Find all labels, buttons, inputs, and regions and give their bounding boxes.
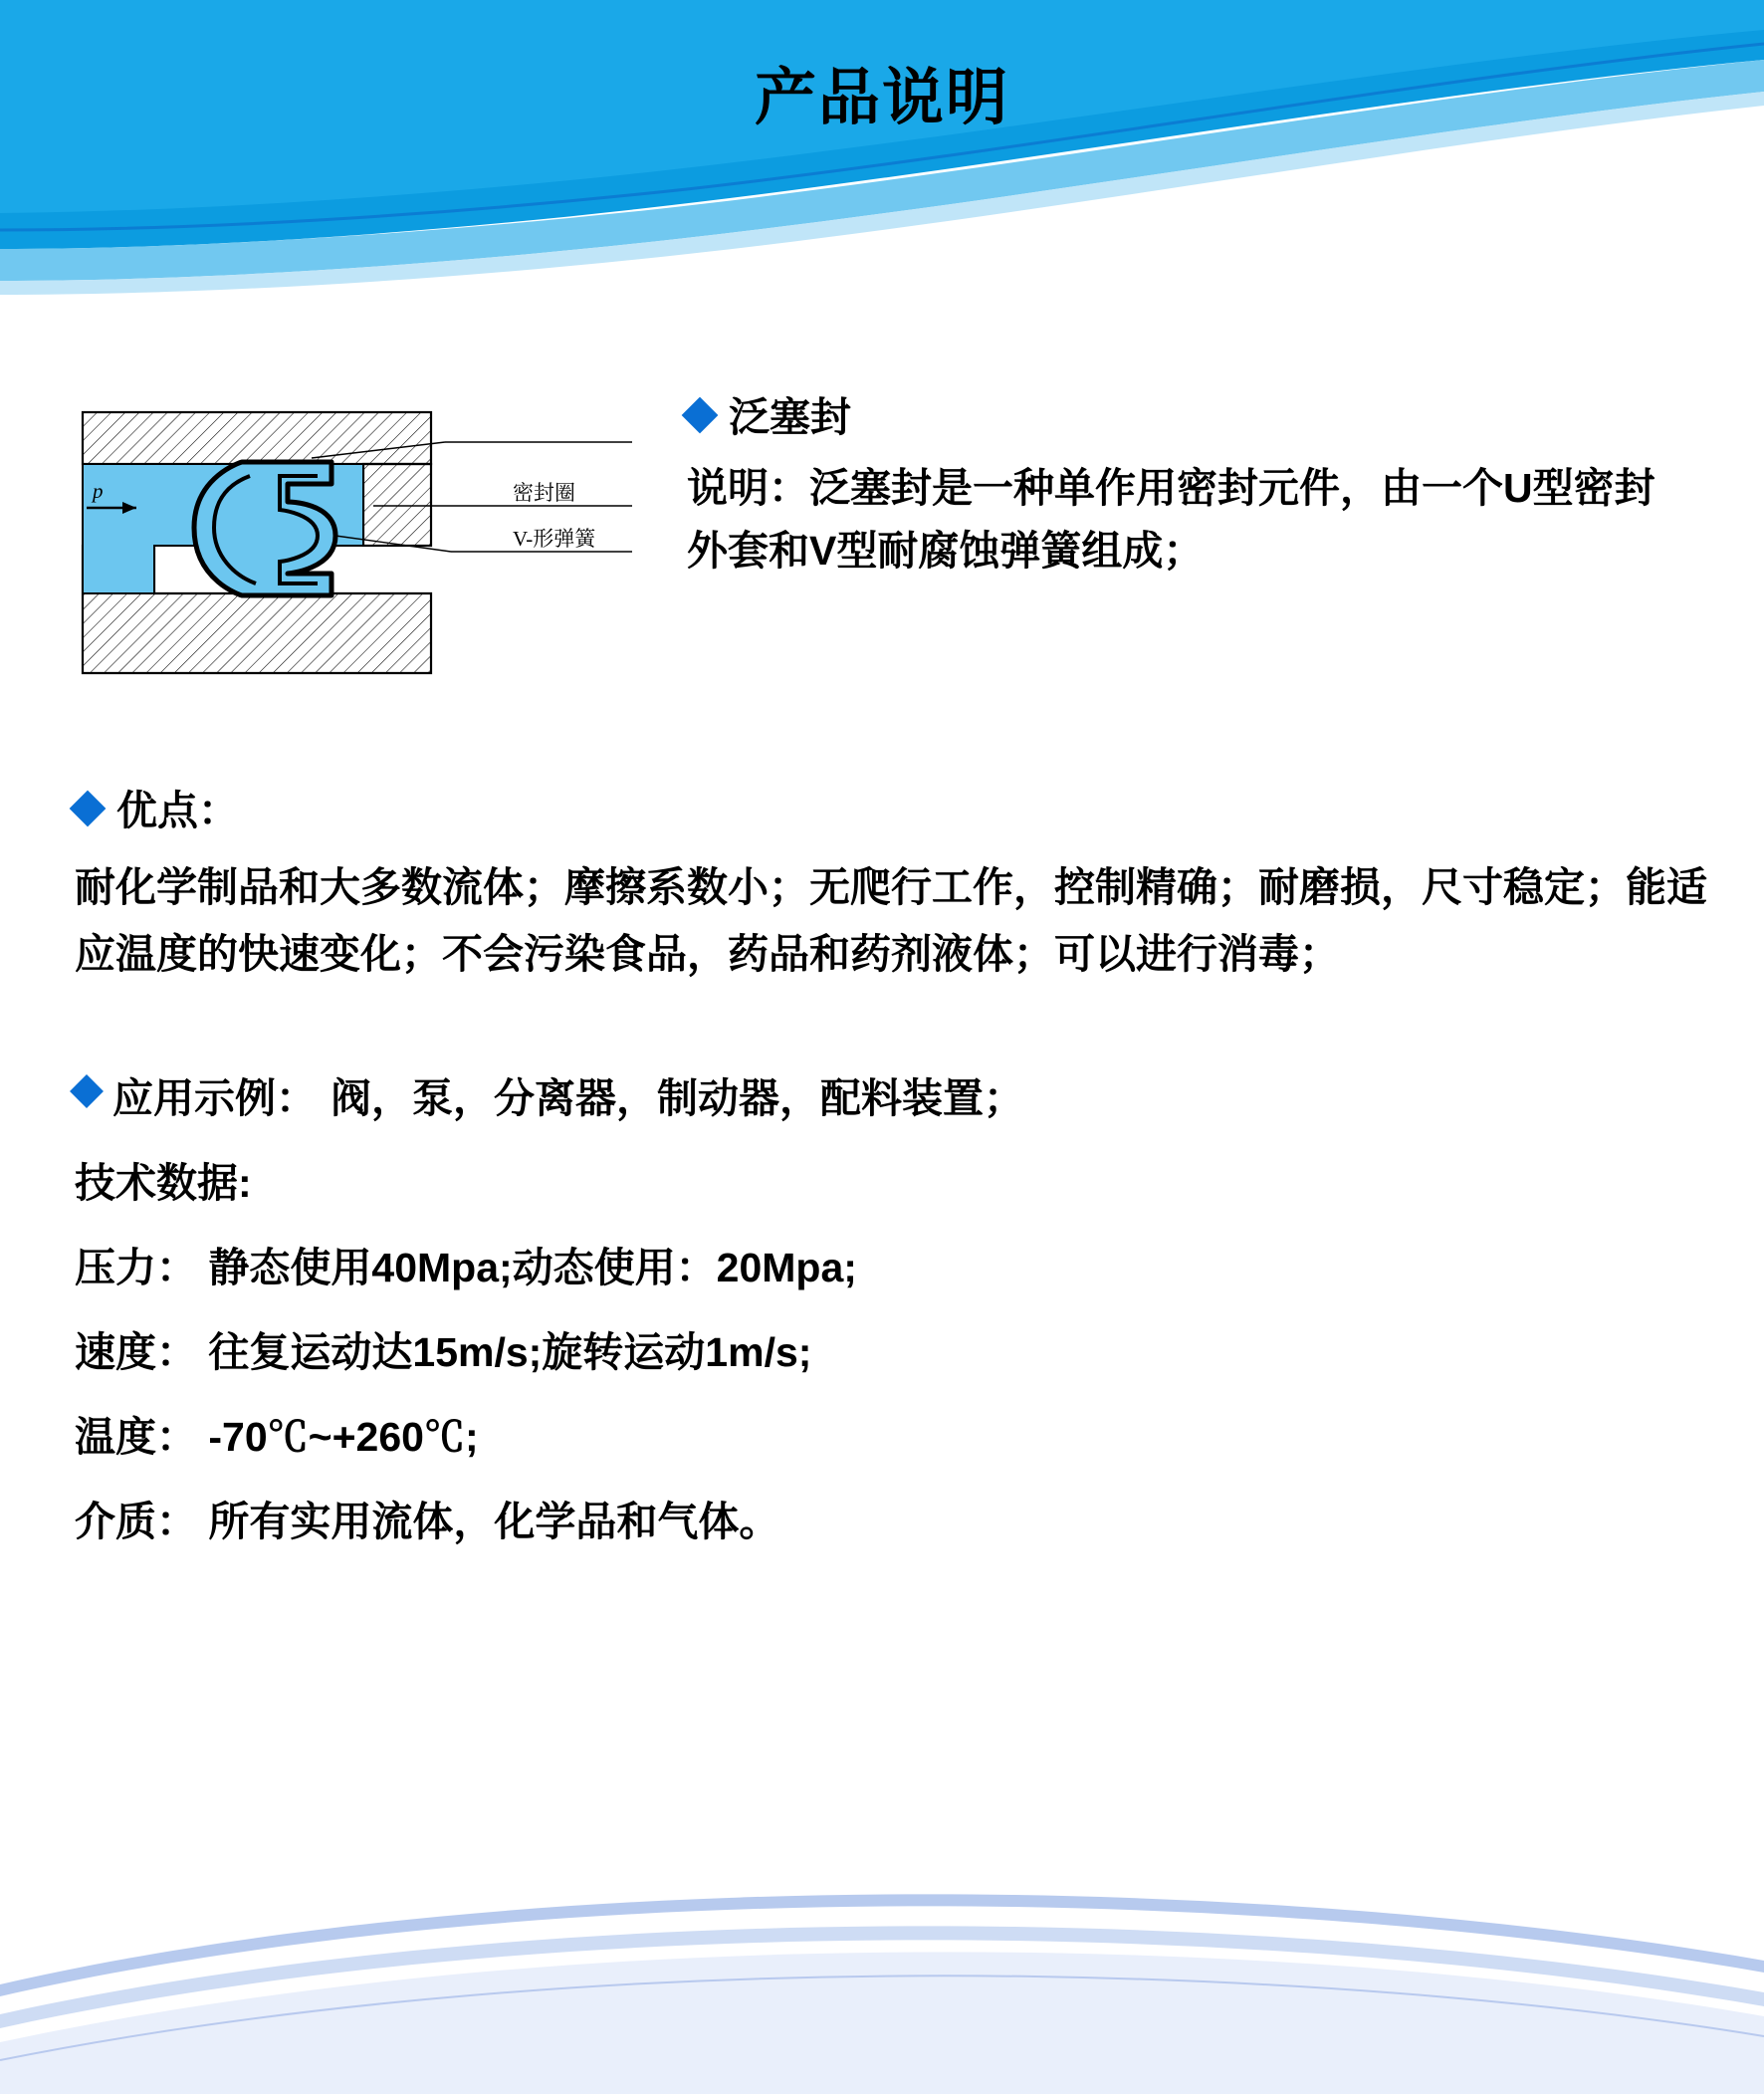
- callout-label-1: V-形弹簧: [513, 527, 596, 551]
- header-banner: [0, 0, 1764, 329]
- tech-key-temperature: 温度：: [75, 1414, 197, 1460]
- diamond-bullet-icon: [682, 397, 719, 434]
- tech-row-temperature: [75, 1404, 1707, 1463]
- applications-heading-row: [75, 1065, 1707, 1124]
- tech-key-pressure: 压力：: [75, 1245, 197, 1290]
- product-description-text: 说明：泛塞封是一种单作用密封元件，由一个U型密封外套和V型耐腐蚀弹簧组成；: [687, 465, 1655, 574]
- footer-banner: [0, 1865, 1764, 2094]
- product-bullet-row: [687, 388, 1692, 447]
- callout-label-0: 密封圈: [513, 481, 575, 505]
- tech-row-medium: [75, 1489, 1707, 1547]
- applications-heading: 应用示例：: [112, 1075, 317, 1121]
- diamond-bullet-icon: [70, 1074, 104, 1108]
- applications-section: [75, 1065, 1707, 1547]
- applications-value: 阀，泵，分离器，制动器，配料装置；: [331, 1075, 1024, 1121]
- pressure-label-text: p: [93, 479, 104, 503]
- diamond-bullet-icon: [70, 791, 107, 827]
- advantages-heading-row: [75, 782, 1707, 840]
- advantages-body: 耐化学制品和大多数流体；摩擦系数小；无爬行工作，控制精确；耐磨损，尺寸稳定；能适应温度的快速变化；不会污染食品，药品和药剂液体；可以进行消毒；: [75, 864, 1707, 977]
- tech-value-pressure: 静态使用40Mpa;动态使用：20Mpa;: [208, 1245, 857, 1290]
- advantages-heading: 优点：: [116, 788, 239, 833]
- tech-key-medium: 介质：: [75, 1499, 197, 1544]
- housing-right: [363, 464, 431, 546]
- tech-row-speed: [75, 1319, 1707, 1378]
- page-title: 产品说明: [754, 64, 1009, 132]
- tech-row-pressure: [75, 1235, 1707, 1293]
- tech-key-speed: 速度：: [75, 1329, 197, 1375]
- tech-value-temperature: -70℃~+260℃;: [208, 1414, 479, 1460]
- advantages-section: [75, 782, 1707, 987]
- product-bullet-label: 泛塞封: [729, 394, 851, 440]
- product-description-block: [687, 388, 1692, 582]
- tech-value-medium: 所有实用流体，化学品和气体。: [208, 1499, 780, 1544]
- seal-cross-section-diagram: [75, 406, 712, 775]
- tech-value-speed: 往复运动达15m/s;旋转运动1m/s;: [208, 1329, 812, 1375]
- tech-data-label: 技术数据:: [75, 1160, 252, 1206]
- housing-upper: [83, 412, 431, 464]
